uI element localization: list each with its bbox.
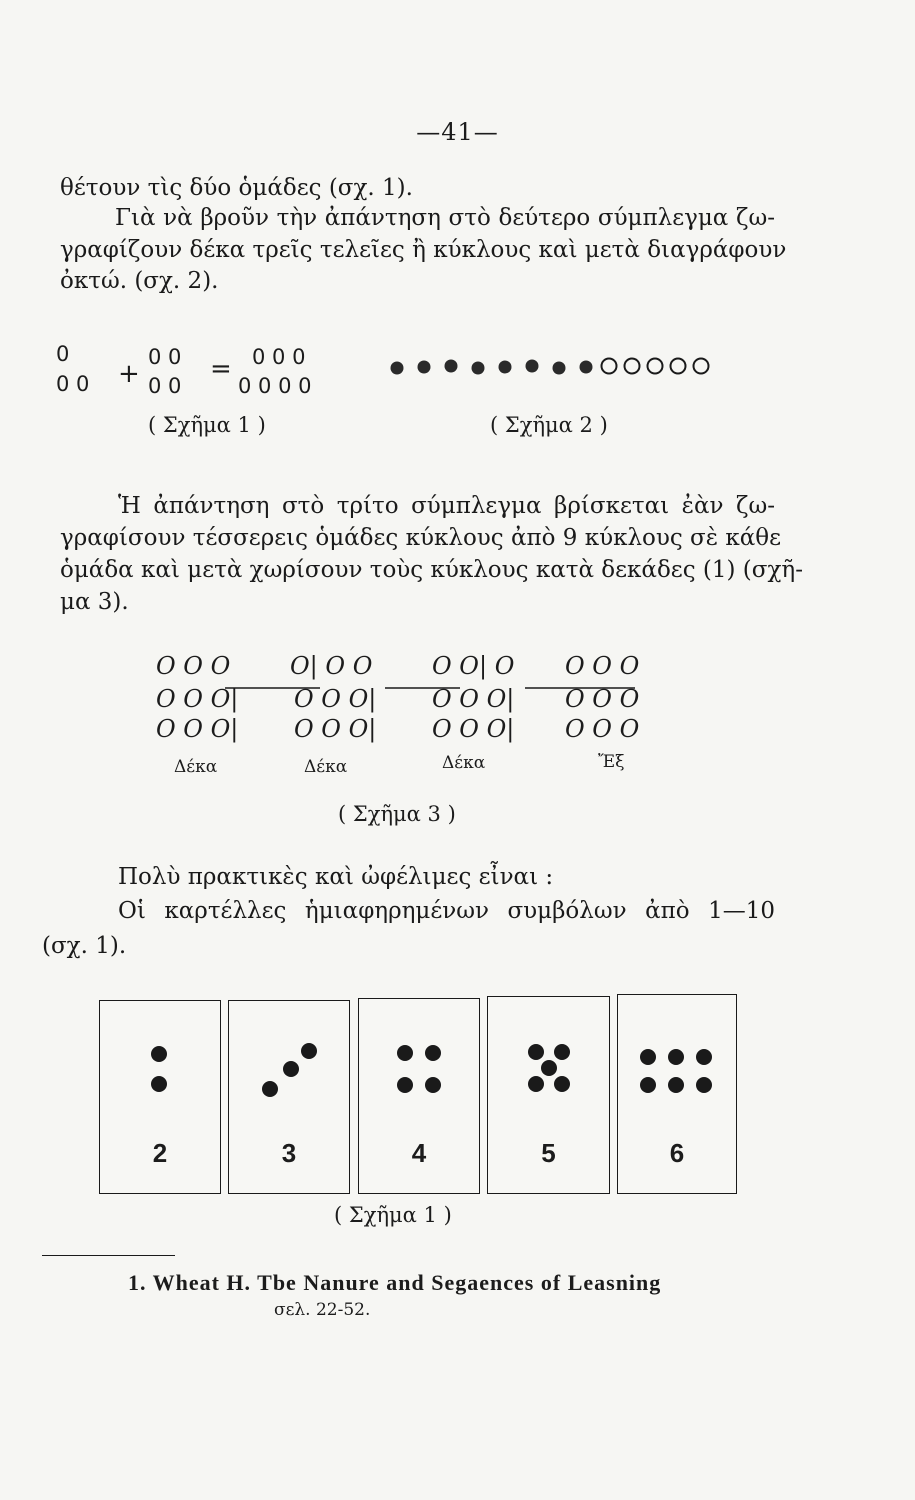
card-5-dot <box>528 1044 544 1060</box>
card-6-dot <box>668 1049 684 1065</box>
cards-caption: ( Σχῆμα 1 ) <box>334 1203 452 1227</box>
filled-dot <box>580 361 593 374</box>
filled-dot <box>526 360 539 373</box>
card-5-number: 5 <box>541 1138 556 1168</box>
paragraph-2-line-3: ὁμάδα καὶ μετὰ χωρίσουν τοὺς κύκλους κατὰ δεκάδες (1) (σχῆ- <box>60 557 803 583</box>
figure-1-equals: = <box>210 354 232 384</box>
paragraph-1-line-4: ὀκτώ. (σχ. 2). <box>60 268 219 294</box>
paragraph-2-line-1: Ἡ ἀπάντηση στὸ τρίτο σύμπλεγμα βρίσκεται ἐὰν ζω- <box>118 493 775 519</box>
figure-2-dots <box>385 350 770 386</box>
paragraph-2-line-4: μα 3). <box>60 589 129 615</box>
card-2 <box>99 1000 221 1194</box>
card-3-dot <box>283 1061 299 1077</box>
card-6-number: 6 <box>669 1138 685 1168</box>
open-circle <box>602 359 617 374</box>
filled-dot <box>553 362 566 375</box>
card-5 <box>487 996 610 1194</box>
figure-3-row3-group4: Ο Ο Ο <box>565 715 640 743</box>
paragraph-3-line-3: (σχ. 1). <box>42 933 127 959</box>
figure-3-row3-group3: Ο Ο Ο| <box>432 715 515 743</box>
open-circle <box>625 359 640 374</box>
footnote-pages: σελ. 22-52. <box>274 1300 371 1320</box>
card-6-dot <box>696 1077 712 1093</box>
figure-3-divider-lines <box>200 680 660 750</box>
figure-3-label-3: Δέκα <box>442 753 486 773</box>
paragraph-3-line-1: Πολὺ πρακτικὲς καὶ ὠφέλιμες εἶναι : <box>118 864 554 890</box>
figure-1-top-left: 0 <box>56 342 70 366</box>
card-4-number: 4 <box>411 1138 427 1168</box>
card-6-dot <box>640 1077 656 1093</box>
figure-3-row1-group3: Ο Ο| Ο <box>432 652 515 680</box>
figure-3-row1-group4: Ο Ο Ο <box>565 652 640 680</box>
figure-1-bottom-left: 0 0 <box>56 372 90 396</box>
figure-3-row1-group1: Ο Ο Ο <box>156 652 231 680</box>
card-5-dot <box>541 1060 557 1076</box>
figure-1-caption: ( Σχῆμα 1 ) <box>148 413 266 437</box>
figure-1-plus: + <box>118 359 140 389</box>
filled-dot <box>445 360 458 373</box>
card-6-dot <box>640 1049 656 1065</box>
card-4 <box>358 998 480 1194</box>
figure-3-label-4: Ἔξ <box>598 752 625 772</box>
filled-dot <box>418 361 431 374</box>
figure-1-bottom-right: 0 0 0 0 <box>238 374 312 398</box>
card-3-dot <box>262 1081 278 1097</box>
card-2-number: 2 <box>152 1138 168 1168</box>
card-4-dot <box>425 1077 441 1093</box>
figure-3-label-2: Δέκα <box>304 757 348 777</box>
paragraph-1-line-2: Γιὰ νὰ βροῦν τὴν ἀπάντηση στὸ δεύτερο σύμπλεγμα ζω- <box>115 205 775 231</box>
footnote-text: 1. Wheat H. Tbe Nanure and Segaences of Leasning <box>128 1270 662 1295</box>
open-circle <box>694 359 709 374</box>
page-number: —41— <box>416 118 499 146</box>
footnote-rule <box>42 1255 175 1256</box>
filled-dot <box>391 362 404 375</box>
figure-3-row2-group2: Ο Ο Ο| <box>294 685 377 713</box>
figure-3-row2-group3: Ο Ο Ο| <box>432 685 515 713</box>
card-3-number: 3 <box>281 1138 297 1168</box>
filled-dot <box>499 361 512 374</box>
card-6 <box>617 994 737 1194</box>
figure-3-row1-group2: Ο| Ο Ο <box>290 652 373 680</box>
figure-1-bottom-middle: 0 0 <box>148 374 182 398</box>
card-3-dot <box>301 1043 317 1059</box>
card-5-dot <box>554 1044 570 1060</box>
figure-3-row3-group2: Ο Ο Ο| <box>294 715 377 743</box>
card-5-dot <box>528 1076 544 1092</box>
card-6-dot <box>668 1077 684 1093</box>
card-5-dot <box>554 1076 570 1092</box>
paragraph-3-line-2: Οἱ καρτέλλες ἡμιαφηρημένων συμβόλων ἀπὸ 1—10 <box>118 898 775 924</box>
card-2-dot <box>151 1076 167 1092</box>
card-4-dot <box>425 1045 441 1061</box>
paragraph-1-line-3: γραφίζουν δέκα τρεῖς τελεῖες ἢ κύκλους καὶ μετὰ διαγράφουν <box>60 237 787 263</box>
card-4-dot <box>397 1045 413 1061</box>
figure-2-caption: ( Σχῆμα 2 ) <box>490 413 608 437</box>
card-4-dot <box>397 1077 413 1093</box>
figure-3-label-1: Δέκα <box>174 757 218 777</box>
figure-1-top-right: 0 0 0 <box>252 345 306 369</box>
card-6-dot <box>696 1049 712 1065</box>
figure-3-caption: ( Σχῆμα 3 ) <box>338 802 456 826</box>
figure-1-top-middle: 0 0 <box>148 345 182 369</box>
card-3 <box>228 1000 350 1194</box>
figure-3-row2-group1: Ο Ο Ο| <box>156 685 239 713</box>
open-circle <box>648 359 663 374</box>
open-circle <box>671 359 686 374</box>
paragraph-1-line-1: θέτουν τὶς δύο ὁμάδες (σχ. 1). <box>60 175 413 201</box>
filled-dot <box>472 362 485 375</box>
card-2-dot <box>151 1046 167 1062</box>
figure-3-row3-group1: Ο Ο Ο| <box>156 715 239 743</box>
paragraph-2-line-2: γραφίσουν τέσσερεις ὁμάδες κύκλους ἀπὸ 9 κύκλους σὲ κάθε <box>60 525 782 551</box>
figure-3-row2-group4: Ο Ο Ο <box>565 685 640 713</box>
